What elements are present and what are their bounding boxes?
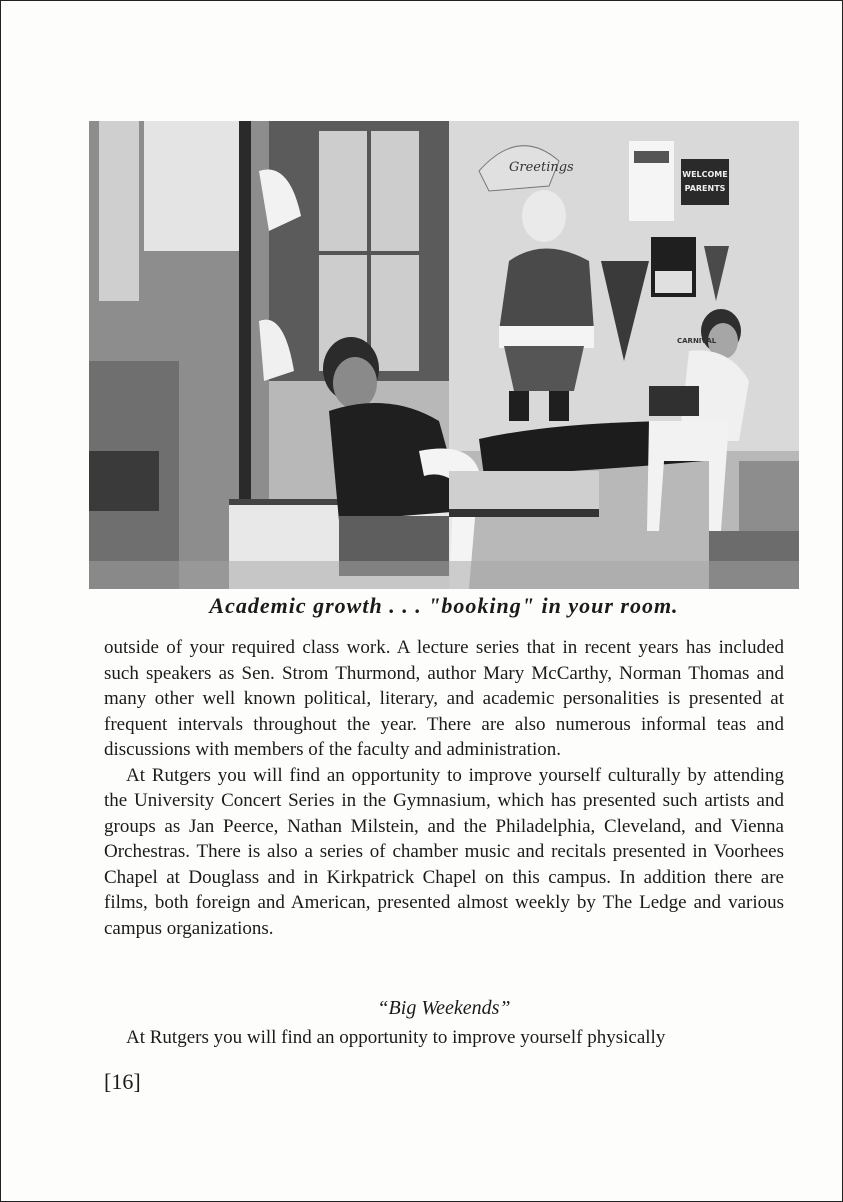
photo-caption: Academic growth . . . "booking" in your room. [209,593,679,618]
paragraph: outside of your required class work. A lecture series that in recent years has included such speakers as Sen. Strom Thurmond, author Mary McCarthy, Norman Thomas and many other well known political, literary, and academic personalities is presented at frequent intervals throughout the year. There are also numerous informal teas and discussions with members of the faculty and administration. [104,637,784,760]
welcome-sign-line2: PARENTS [684,184,726,193]
dorm-room-illustration [89,121,799,589]
welcome-sign-line1: WELCOME [682,170,728,179]
section-heading: “Big Weekends” [377,997,511,1019]
page-number: [16] [104,1069,141,1094]
greetings-text: Greetings [509,160,574,175]
paragraph: At Rutgers you will find an opportunity to improve yourself culturally by attending the University Concert Series in the Gymnasium, which has presented such artists and groups as Jan Peerce, Nathan Milstein, and the Philadelphia, Cleveland, and Vienna Orchestras. There is also a series of chamber music and recitals presented in Voorhees Chapel at Douglass and in Kirkpatrick Chapel on this campus. In addition there are films, both foreign and American, presented almost weekly by The Ledge and various campus organizations. [104,764,784,939]
body-text [104,635,784,941]
dorm-room-photo [89,121,799,589]
paragraph: At Rutgers you will find an opportunity to improve yourself physically [126,1027,666,1048]
carnival-pennant-text: CARNIVAL [677,337,717,345]
